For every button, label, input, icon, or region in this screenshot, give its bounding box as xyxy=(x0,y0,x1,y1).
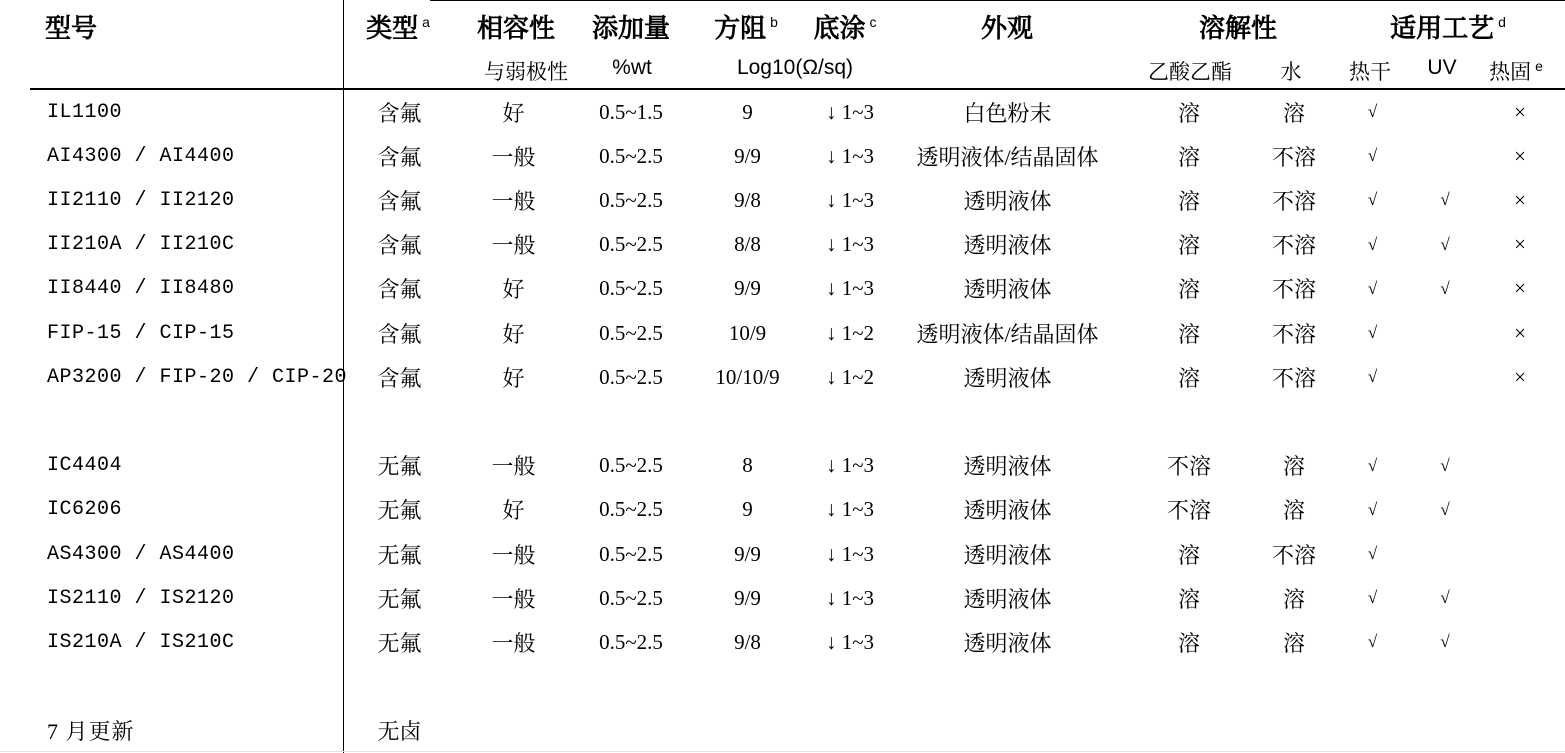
cell-sol-ethyl-acetate: 溶 xyxy=(1177,144,1200,170)
cell-compatibility: 一般 xyxy=(491,586,536,612)
cell-appearance: 白色粉末 xyxy=(963,100,1052,126)
cell-model: II8440 / II8480 xyxy=(47,277,235,301)
cell-compatibility: 一般 xyxy=(491,144,536,170)
col-header-solubility: 溶解性 xyxy=(1198,13,1278,43)
col-header-appearance: 外观 xyxy=(980,13,1034,43)
cell-sheet_resistance: 9/8 xyxy=(734,629,761,654)
cell-sheet_resistance: 10/10/9 xyxy=(715,364,780,389)
cell-primer: ↓ 1~3 xyxy=(825,453,875,478)
cell-appearance: 透明液体/结晶固体 xyxy=(916,321,1099,347)
cell-proc-uv: √ xyxy=(1440,632,1450,652)
cell-sol-ethyl-acetate: 溶 xyxy=(1177,542,1200,568)
cell-sol-water: 不溶 xyxy=(1271,365,1316,391)
cell-proc-heat-dry: √ xyxy=(1367,632,1378,652)
table-row xyxy=(0,178,1565,222)
table-row xyxy=(0,134,1565,178)
cell-proc-thermoset: × xyxy=(1514,320,1526,345)
cell-compatibility: 好 xyxy=(502,498,525,524)
table-row xyxy=(0,488,1565,532)
cell-appearance: 透明液体 xyxy=(963,454,1052,480)
cell-amount: 0.5~2.5 xyxy=(599,629,663,654)
cell-proc-heat-dry: √ xyxy=(1367,190,1378,210)
cell-sol-ethyl-acetate: 溶 xyxy=(1177,188,1200,214)
cell-appearance: 透明液体 xyxy=(963,542,1052,568)
cell-model: II2110 / II2120 xyxy=(47,188,235,212)
cell-proc-thermoset: × xyxy=(1514,143,1526,168)
table-row xyxy=(0,223,1565,267)
subheader-thermoset-label: 热固 xyxy=(1489,61,1532,84)
cell-appearance: 透明液体 xyxy=(963,233,1052,259)
cell-type: 含氟 xyxy=(377,321,422,347)
cell-sol-water: 溶 xyxy=(1282,498,1305,524)
cell-model: 7 月更新 xyxy=(47,719,135,745)
col-header-process-sup: d xyxy=(1498,14,1506,31)
col-header-sheet-resistance-label: 方阻 xyxy=(714,13,767,43)
cell-amount: 0.5~1.5 xyxy=(599,99,663,124)
cell-sol-ethyl-acetate: 溶 xyxy=(1177,277,1200,303)
cell-proc-heat-dry: √ xyxy=(1367,588,1378,608)
cell-type: 含氟 xyxy=(377,277,422,303)
subheader-heat-dry: 热干 xyxy=(1349,61,1391,84)
cell-sol-ethyl-acetate: 溶 xyxy=(1177,630,1200,656)
cell-compatibility: 一般 xyxy=(491,542,536,568)
cell-amount: 0.5~2.5 xyxy=(599,143,663,168)
cell-compatibility: 一般 xyxy=(491,188,536,214)
table-row xyxy=(0,444,1565,488)
cell-appearance: 透明液体 xyxy=(963,365,1052,391)
cell-appearance: 透明液体 xyxy=(963,277,1052,303)
cell-compatibility: 好 xyxy=(502,365,525,391)
col-header-type-sup: a xyxy=(422,14,430,31)
col-header-amount: 添加量 xyxy=(591,13,671,43)
cell-sol-water: 溶 xyxy=(1282,630,1305,656)
cell-sheet_resistance: 9 xyxy=(742,497,753,522)
cell-primer: ↓ 1~3 xyxy=(825,99,875,124)
cell-sol-ethyl-acetate: 溶 xyxy=(1177,365,1200,391)
cell-sol-water: 溶 xyxy=(1282,454,1305,480)
cell-primer: ↓ 1~3 xyxy=(825,629,875,654)
cell-primer: ↓ 1~3 xyxy=(825,585,875,610)
cell-proc-thermoset: × xyxy=(1514,99,1526,124)
cell-proc-heat-dry: √ xyxy=(1367,323,1378,343)
cell-proc-heat-dry: √ xyxy=(1367,234,1378,254)
col-header-sheet-resistance-sup: b xyxy=(770,14,778,31)
cell-proc-heat-dry: √ xyxy=(1367,455,1378,475)
cell-sheet_resistance: 9/9 xyxy=(734,541,761,566)
cell-sol-ethyl-acetate: 溶 xyxy=(1177,100,1200,126)
cell-proc-heat-dry: √ xyxy=(1367,367,1378,387)
table-row xyxy=(0,355,1565,399)
cell-sol-ethyl-acetate: 不溶 xyxy=(1166,454,1211,480)
cell-proc-heat-dry: √ xyxy=(1367,278,1378,298)
table-row xyxy=(0,311,1565,355)
cell-appearance: 透明液体 xyxy=(963,586,1052,612)
cell-sol-water: 不溶 xyxy=(1271,277,1316,303)
cell-compatibility: 好 xyxy=(502,277,525,303)
cell-model: IS210A / IS210C xyxy=(47,630,235,654)
cell-appearance: 透明液体/结晶固体 xyxy=(916,144,1099,170)
cell-primer: ↓ 1~3 xyxy=(825,187,875,212)
cell-sheet_resistance: 8 xyxy=(742,453,753,478)
cell-primer: ↓ 1~3 xyxy=(825,541,875,566)
subheader-water: 水 xyxy=(1280,61,1302,84)
cell-proc-uv: √ xyxy=(1440,190,1450,210)
cell-sheet_resistance: 9 xyxy=(742,99,753,124)
cell-proc-uv: √ xyxy=(1440,278,1450,298)
cell-primer: ↓ 1~3 xyxy=(825,143,875,168)
col-header-type xyxy=(366,8,430,45)
cell-type: 无氟 xyxy=(377,542,422,568)
table-row xyxy=(0,620,1565,664)
cell-proc-uv: √ xyxy=(1440,455,1450,475)
cell-sol-water: 不溶 xyxy=(1271,188,1316,214)
cell-sheet_resistance: 8/8 xyxy=(734,232,761,257)
cell-sol-water: 不溶 xyxy=(1271,144,1316,170)
cell-amount: 0.5~2.5 xyxy=(599,497,663,522)
cell-model: IC4404 xyxy=(47,454,123,478)
cell-proc-thermoset: × xyxy=(1514,276,1526,301)
col-header-model: 型号 xyxy=(45,13,98,43)
cell-proc-heat-dry: √ xyxy=(1367,146,1378,166)
cell-sheet_resistance: 9/9 xyxy=(734,276,761,301)
table-row xyxy=(0,90,1565,134)
cell-sheet_resistance: 9/9 xyxy=(734,585,761,610)
col-header-process xyxy=(1390,8,1506,45)
cell-appearance: 透明液体 xyxy=(963,188,1052,214)
cell-sol-water: 不溶 xyxy=(1271,542,1316,568)
cell-sheet_resistance: 9/9 xyxy=(734,143,761,168)
cell-model: AS4300 / AS4400 xyxy=(47,542,235,566)
cell-model: AP3200 / FIP-20 / CIP-20 xyxy=(47,365,348,389)
cell-proc-uv: √ xyxy=(1440,588,1450,608)
cell-amount: 0.5~2.5 xyxy=(599,585,663,610)
subheader-compatibility-weak-polarity: 与弱极性 xyxy=(484,61,568,84)
cell-appearance: 透明液体 xyxy=(963,498,1052,524)
cell-model: IL1100 xyxy=(47,100,123,124)
cell-sol-ethyl-acetate: 溶 xyxy=(1177,586,1200,612)
cell-amount: 0.5~2.5 xyxy=(599,232,663,257)
cell-type: 含氟 xyxy=(377,188,422,214)
cell-model: IC6206 xyxy=(47,498,123,522)
subheader-uv: UV xyxy=(1427,56,1457,79)
col-header-primer-label: 底涂 xyxy=(813,13,866,43)
cell-sol-water: 溶 xyxy=(1282,586,1305,612)
cell-compatibility: 一般 xyxy=(491,630,536,656)
subheader-ethyl-acetate: 乙酸乙酯 xyxy=(1148,61,1232,84)
col-header-sheet-resistance xyxy=(714,8,778,45)
cell-sol-water: 不溶 xyxy=(1271,321,1316,347)
subheader-thermoset xyxy=(1489,56,1543,86)
footer-row xyxy=(0,709,1565,753)
cell-amount: 0.5~2.5 xyxy=(599,364,663,389)
subheader-resistance-unit: Log10(Ω/sq) xyxy=(736,56,854,79)
cell-sol-water: 不溶 xyxy=(1271,233,1316,259)
col-header-primer-sup: c xyxy=(869,14,877,31)
col-header-compatibility: 相容性 xyxy=(476,13,556,43)
cell-proc-thermoset: × xyxy=(1514,364,1526,389)
table-row xyxy=(0,532,1565,576)
cell-proc-thermoset: × xyxy=(1514,187,1526,212)
cell-type: 无氟 xyxy=(377,586,422,612)
cell-type: 含氟 xyxy=(377,365,422,391)
col-header-process-label: 适用工艺 xyxy=(1390,13,1495,43)
cell-proc-uv: √ xyxy=(1440,234,1450,254)
cell-proc-thermoset: × xyxy=(1514,232,1526,257)
cell-sol-ethyl-acetate: 溶 xyxy=(1177,321,1200,347)
cell-amount: 0.5~2.5 xyxy=(599,541,663,566)
col-header-primer xyxy=(813,8,876,45)
cell-sol-water: 溶 xyxy=(1282,100,1305,126)
cell-type: 含氟 xyxy=(377,144,422,170)
cell-amount: 0.5~2.5 xyxy=(599,320,663,345)
cell-model: AI4300 / AI4400 xyxy=(47,144,235,168)
table-row xyxy=(0,267,1565,311)
cell-sheet_resistance: 9/8 xyxy=(734,187,761,212)
cell-amount: 0.5~2.5 xyxy=(599,187,663,212)
cell-type: 无氟 xyxy=(377,454,422,480)
cell-model: IS2110 / IS2120 xyxy=(47,586,235,610)
subheader-thermoset-sup: e xyxy=(1535,58,1543,74)
col-header-type-label: 类型 xyxy=(366,13,419,43)
cell-proc-heat-dry: √ xyxy=(1367,499,1378,519)
cell-sol-ethyl-acetate: 不溶 xyxy=(1166,498,1211,524)
table-top-border xyxy=(430,0,1565,1)
cell-sol-ethyl-acetate: 溶 xyxy=(1177,233,1200,259)
cell-type: 无氟 xyxy=(377,498,422,524)
cell-proc-heat-dry: √ xyxy=(1367,544,1378,564)
cell-compatibility: 好 xyxy=(502,321,525,347)
cell-type: 无氟 xyxy=(377,630,422,656)
cell-primer: ↓ 1~2 xyxy=(825,320,875,345)
cell-model: FIP-15 / CIP-15 xyxy=(47,321,235,345)
cell-amount: 0.5~2.5 xyxy=(599,453,663,478)
cell-primer: ↓ 1~3 xyxy=(825,497,875,522)
cell-primer: ↓ 1~3 xyxy=(825,232,875,257)
cell-model: II210A / II210C xyxy=(47,233,235,257)
cell-compatibility: 好 xyxy=(502,100,525,126)
cell-primer: ↓ 1~3 xyxy=(825,276,875,301)
cell-compatibility: 一般 xyxy=(491,454,536,480)
cell-primer: ↓ 1~2 xyxy=(825,364,875,389)
cell-proc-uv: √ xyxy=(1440,499,1450,519)
cell-compatibility: 一般 xyxy=(491,233,536,259)
cell-appearance: 透明液体 xyxy=(963,630,1052,656)
subheader-amount-unit: %wt xyxy=(612,56,652,79)
cell-amount: 0.5~2.5 xyxy=(599,276,663,301)
cell-sheet_resistance: 10/9 xyxy=(728,320,767,345)
table-row xyxy=(0,576,1565,620)
cell-type: 含氟 xyxy=(377,100,422,126)
cell-type: 无卤 xyxy=(377,719,422,745)
cell-type: 含氟 xyxy=(377,233,422,259)
cell-proc-heat-dry: √ xyxy=(1367,102,1378,122)
